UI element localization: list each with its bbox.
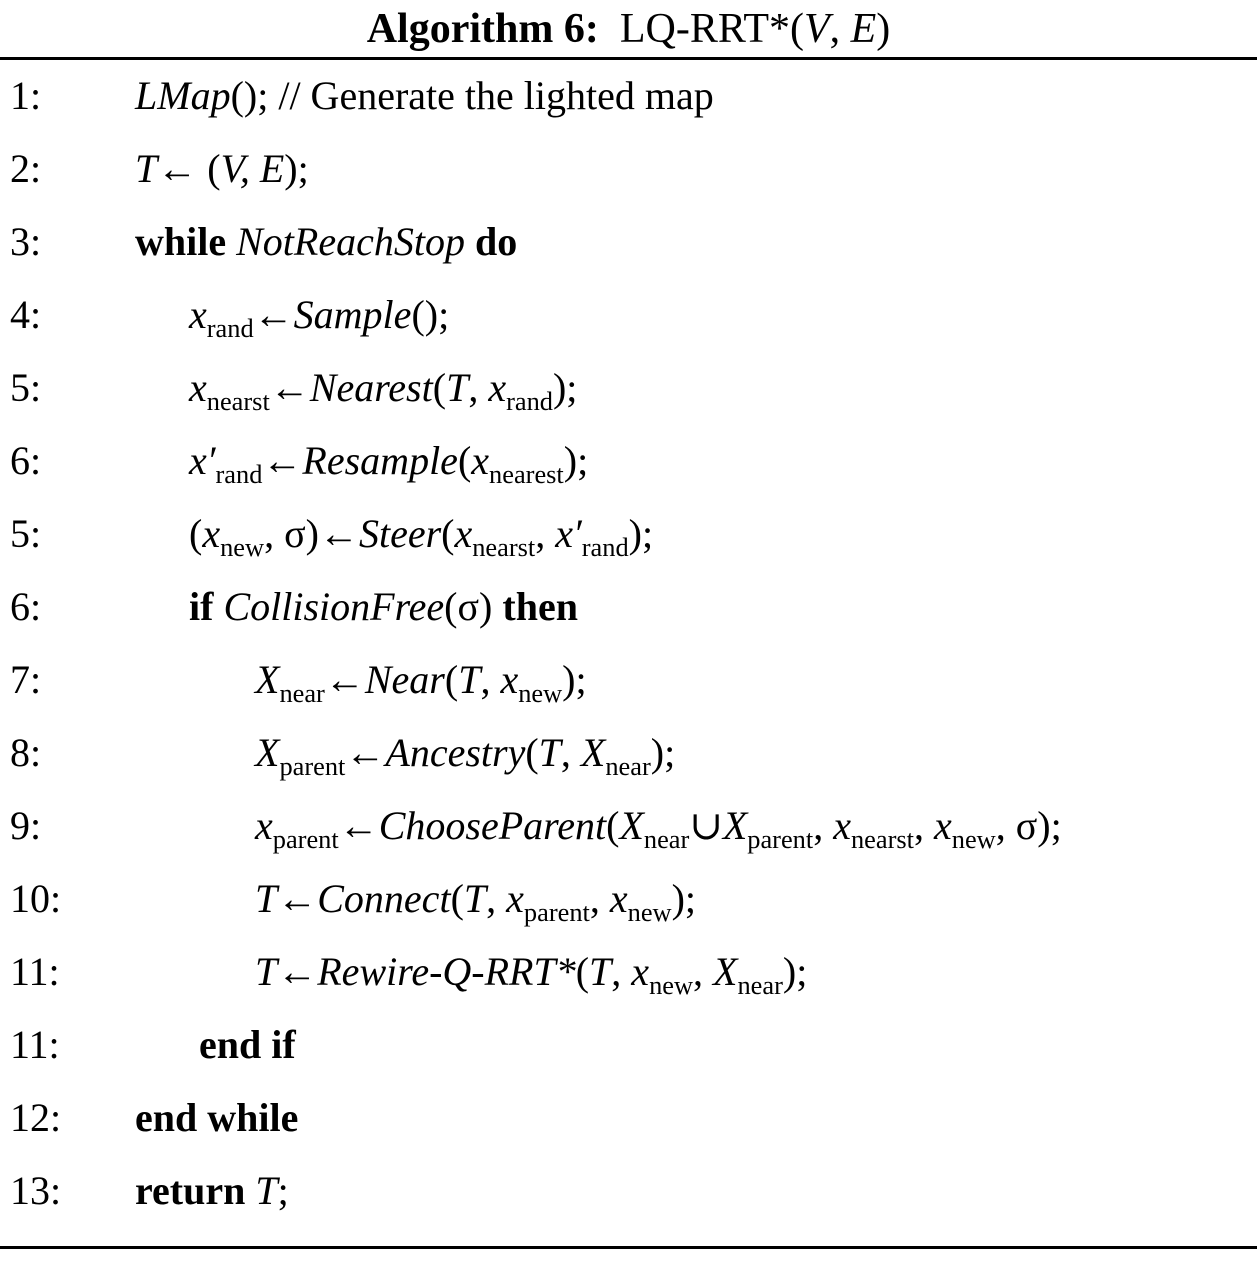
- algorithm-line: [0, 583, 1257, 656]
- text-segment: T: [589, 949, 612, 994]
- algorithm-line: [0, 510, 1257, 583]
- line-number: 5:: [10, 365, 42, 410]
- text-segment: ();: [411, 292, 450, 337]
- text-segment: (: [450, 876, 464, 921]
- algorithm-line: [0, 72, 1257, 145]
- line-content: [135, 802, 1257, 854]
- text-segment: CollisionFree: [223, 584, 445, 629]
- text-segment: nearst: [850, 824, 914, 854]
- text-segment: parent: [747, 824, 814, 854]
- text-segment: (); // Generate the lighted map: [230, 73, 714, 118]
- line-content: [135, 948, 1257, 1000]
- text-segment: X: [619, 803, 644, 848]
- text-segment: ←: [262, 438, 303, 483]
- algorithm-line: [0, 437, 1257, 510]
- text-segment: );: [782, 949, 808, 994]
- text-segment: ,: [589, 876, 610, 921]
- text-segment: );: [671, 876, 697, 921]
- algorithm-line: [0, 729, 1257, 802]
- line-number: 4:: [10, 292, 42, 337]
- text-segment: (: [575, 949, 590, 994]
- text-segment: T: [255, 876, 278, 921]
- line-number: 13:: [10, 1168, 62, 1213]
- text-segment: parent: [523, 897, 590, 927]
- text-segment: Connect: [317, 876, 451, 921]
- line-number: 3:: [10, 219, 42, 264]
- text-segment: near: [279, 678, 325, 708]
- text-segment: (: [444, 657, 459, 702]
- text-segment: ,: [480, 657, 501, 702]
- line-number: 10:: [10, 876, 62, 921]
- text-segment: ): [876, 5, 891, 52]
- text-segment: ,: [560, 730, 581, 775]
- text-segment: x: [609, 876, 628, 921]
- algorithm-title: [0, 0, 1257, 60]
- text-segment: E: [850, 5, 877, 52]
- text-segment: X: [255, 657, 280, 702]
- text-segment: near: [643, 824, 690, 854]
- text-segment: );: [284, 146, 309, 191]
- text-segment: (: [432, 365, 447, 410]
- text-segment: Sample: [293, 292, 412, 337]
- text-segment: x: [500, 657, 519, 702]
- text-segment: rand: [506, 386, 553, 416]
- algorithm-line: [0, 656, 1257, 729]
- line-content: [135, 145, 1257, 192]
- text-segment: ←: [269, 365, 310, 410]
- text-segment: );: [650, 730, 676, 775]
- line-content: [135, 72, 1257, 119]
- text-segment: x′: [555, 511, 582, 556]
- text-segment: do: [474, 219, 518, 264]
- line-content: [135, 729, 1257, 781]
- text-segment: LMap: [135, 73, 231, 118]
- text-segment: T: [135, 146, 158, 191]
- text-segment: ChooseParent: [378, 803, 607, 848]
- text-segment: nearest: [489, 459, 564, 489]
- line-content: [135, 583, 1257, 630]
- text-segment: x: [833, 803, 851, 848]
- line-number: 6:: [10, 584, 42, 629]
- text-segment: (: [457, 438, 472, 483]
- text-segment: V: [803, 5, 830, 52]
- line-number: 12:: [10, 1095, 62, 1140]
- text-segment: Resample: [302, 438, 458, 483]
- text-segment: ← (: [157, 146, 221, 191]
- text-segment: );: [563, 438, 589, 483]
- line-number: 11:: [10, 949, 60, 994]
- text-segment: x: [189, 292, 207, 337]
- text-segment: Nearest: [309, 365, 433, 410]
- algorithm-line: [0, 364, 1257, 437]
- algorithm-line: [0, 1167, 1257, 1240]
- text-segment: new: [518, 678, 563, 708]
- text-segment: rand: [215, 459, 263, 489]
- text-segment: ,: [611, 949, 632, 994]
- text-segment: ;: [277, 1168, 289, 1213]
- text-segment: near: [605, 751, 651, 781]
- text-segment: new: [649, 970, 694, 1000]
- text-segment: (: [441, 511, 455, 556]
- algorithm-line: [0, 218, 1257, 291]
- text-segment: , σ);: [995, 803, 1062, 848]
- algorithm-body: [0, 60, 1257, 1240]
- text-segment: parent: [279, 751, 346, 781]
- text-segment: T: [463, 876, 487, 921]
- text-segment: ←: [324, 657, 365, 702]
- text-segment: near: [737, 970, 783, 1000]
- text-segment: if: [189, 584, 224, 629]
- text-segment: T: [255, 949, 278, 994]
- text-segment: new: [951, 824, 996, 854]
- text-segment: [465, 219, 475, 264]
- algorithm-line: [0, 802, 1257, 875]
- text-segment: T: [538, 730, 561, 775]
- bottom-rule: [0, 1246, 1257, 1274]
- text-segment: new: [627, 897, 672, 927]
- text-segment: (σ): [444, 584, 503, 629]
- text-segment: rand: [581, 532, 629, 562]
- line-content: [135, 875, 1257, 927]
- line-number: 5:: [10, 511, 42, 556]
- algorithm-line: [0, 291, 1257, 364]
- text-segment: x: [488, 365, 507, 410]
- text-segment: ,: [693, 949, 714, 994]
- text-segment: );: [628, 511, 654, 556]
- algorithm-line: [0, 875, 1257, 948]
- text-segment: ←: [277, 876, 318, 921]
- text-segment: end while: [135, 1095, 299, 1140]
- text-segment: x: [255, 803, 273, 848]
- text-segment: x: [631, 949, 650, 994]
- text-segment: parent: [272, 824, 339, 854]
- text-segment: Steer: [358, 511, 442, 556]
- text-segment: new: [220, 532, 265, 562]
- line-number: 6:: [10, 438, 42, 483]
- line-number: 1:: [10, 73, 42, 118]
- algorithm-line: [0, 1021, 1257, 1094]
- text-segment: ,: [468, 365, 489, 410]
- line-content: [135, 1021, 1257, 1068]
- text-segment: then: [502, 584, 578, 629]
- text-segment: end if: [189, 1022, 296, 1067]
- text-segment: x: [506, 876, 524, 921]
- text-segment: x: [471, 438, 490, 483]
- text-segment: ,: [813, 803, 834, 848]
- text-segment: (: [189, 511, 203, 556]
- line-content: [135, 218, 1257, 265]
- text-segment: x: [189, 365, 207, 410]
- text-segment: ←: [345, 730, 386, 775]
- text-segment: );: [562, 657, 587, 702]
- text-segment: NotReachStop: [236, 219, 465, 264]
- line-number: 7:: [10, 657, 42, 702]
- text-segment: );: [552, 365, 578, 410]
- line-number: 11:: [10, 1022, 60, 1067]
- text-segment: LQ-RRT*(: [598, 5, 804, 52]
- text-segment: ∪: [689, 803, 723, 848]
- line-content: [135, 1094, 1257, 1141]
- text-segment: while: [135, 219, 237, 264]
- line-content: [135, 364, 1257, 416]
- line-number: 9:: [10, 803, 42, 848]
- text-segment: ←: [277, 949, 318, 994]
- text-segment: ,: [913, 803, 934, 848]
- text-segment: ←: [338, 803, 379, 848]
- line-content: [135, 437, 1257, 489]
- text-segment: nearst: [206, 386, 270, 416]
- text-segment: T: [458, 657, 481, 702]
- text-segment: V, E: [220, 146, 285, 191]
- algorithm-line: [0, 948, 1257, 1021]
- text-segment: X: [713, 949, 738, 994]
- algorithm-line: [0, 1094, 1257, 1167]
- text-segment: , σ)←: [264, 511, 359, 556]
- line-number: 2:: [10, 146, 42, 191]
- line-content: [135, 1167, 1257, 1214]
- text-segment: Ancestry: [385, 730, 526, 775]
- text-segment: Rewire-Q-RRT*: [317, 949, 576, 994]
- text-segment: (: [606, 803, 620, 848]
- text-segment: ,: [535, 511, 556, 556]
- text-segment: nearst: [472, 532, 536, 562]
- text-segment: ←: [253, 292, 294, 337]
- text-segment: (: [525, 730, 539, 775]
- text-segment: x: [202, 511, 221, 556]
- text-segment: return: [135, 1168, 256, 1213]
- text-segment: T: [255, 1168, 278, 1213]
- text-segment: Near: [364, 657, 445, 702]
- text-segment: ,: [486, 876, 507, 921]
- text-segment: Algorithm 6:: [366, 5, 599, 52]
- text-segment: x: [933, 803, 952, 848]
- algorithm-line: [0, 145, 1257, 218]
- text-segment: X: [255, 730, 280, 775]
- line-content: [135, 291, 1257, 343]
- text-segment: x′: [189, 438, 216, 483]
- text-segment: X: [580, 730, 606, 775]
- text-segment: ,: [829, 5, 851, 52]
- text-segment: x: [454, 511, 473, 556]
- line-number: 8:: [10, 730, 42, 775]
- text-segment: T: [446, 365, 469, 410]
- line-content: [135, 510, 1257, 562]
- text-segment: X: [722, 803, 748, 848]
- text-segment: rand: [206, 313, 254, 343]
- line-content: [135, 656, 1257, 708]
